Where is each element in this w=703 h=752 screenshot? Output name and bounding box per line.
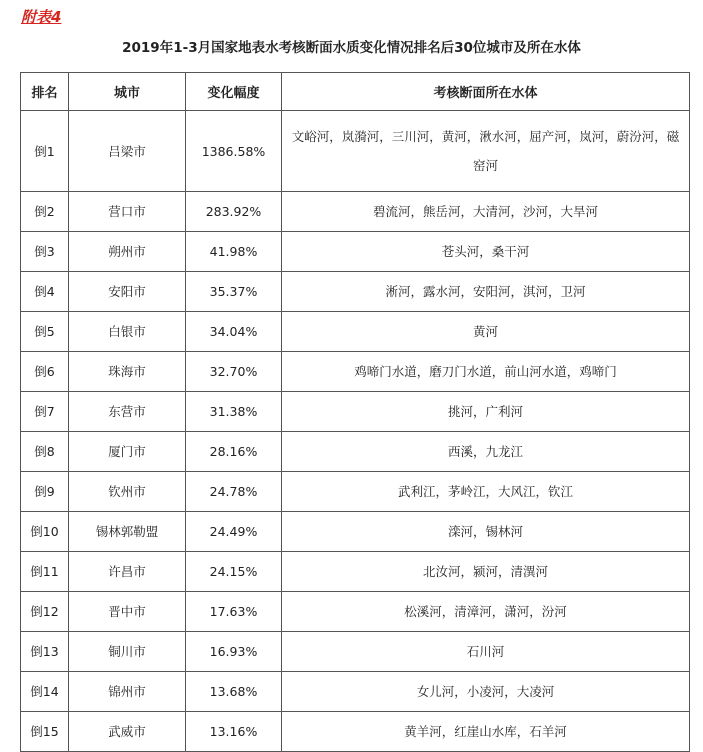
change-cell: 283.92% xyxy=(186,192,282,232)
change-cell: 1386.58% xyxy=(186,111,282,192)
water-body-cell: 女儿河，小凌河，大凌河 xyxy=(282,672,690,712)
rank-cell: 倒1 xyxy=(21,111,69,192)
city-cell: 东营市 xyxy=(69,392,186,432)
rank-cell: 倒9 xyxy=(21,472,69,512)
city-cell: 锡林郭勒盟 xyxy=(69,512,186,552)
table-row xyxy=(21,352,690,392)
table-row xyxy=(21,272,690,312)
rank-cell: 倒12 xyxy=(21,592,69,632)
city-cell: 安阳市 xyxy=(69,272,186,312)
rank-cell: 倒3 xyxy=(21,232,69,272)
rank-cell: 倒4 xyxy=(21,272,69,312)
column-header-city: 城市 xyxy=(69,73,186,111)
water-body-cell: 鸡啼门水道，磨刀门水道，前山河水道，鸡啼门 xyxy=(282,352,690,392)
rank-cell: 倒7 xyxy=(21,392,69,432)
city-cell: 武威市 xyxy=(69,712,186,752)
rank-cell: 倒6 xyxy=(21,352,69,392)
table-row xyxy=(21,592,690,632)
city-cell: 钦州市 xyxy=(69,472,186,512)
change-cell: 34.04% xyxy=(186,312,282,352)
change-cell: 32.70% xyxy=(186,352,282,392)
rank-cell: 倒14 xyxy=(21,672,69,712)
city-cell: 营口市 xyxy=(69,192,186,232)
column-header-change: 变化幅度 xyxy=(186,73,282,111)
change-cell: 24.49% xyxy=(186,512,282,552)
rank-cell: 倒11 xyxy=(21,552,69,592)
table-row xyxy=(21,632,690,672)
city-cell: 厦门市 xyxy=(69,432,186,472)
change-cell: 31.38% xyxy=(186,392,282,432)
rank-cell: 倒13 xyxy=(21,632,69,672)
water-body-cell: 苍头河，桑干河 xyxy=(282,232,690,272)
city-cell: 白银市 xyxy=(69,312,186,352)
change-cell: 28.16% xyxy=(186,432,282,472)
rank-cell: 倒15 xyxy=(21,712,69,752)
water-body-cell: 淅河，露水河，安阳河，淇河，卫河 xyxy=(282,272,690,312)
city-cell: 吕梁市 xyxy=(69,111,186,192)
table-row xyxy=(21,232,690,272)
water-body-cell: 碧流河，熊岳河，大清河，沙河，大旱河 xyxy=(282,192,690,232)
water-body-cell: 文峪河，岚漪河，三川河，黄河，湫水河，屈产河，岚河，蔚汾河，磁窑河 xyxy=(282,111,690,192)
water-body-cell: 北汝河，颍河，清潩河 xyxy=(282,552,690,592)
water-body-cell: 松溪河，清漳河，潇河，汾河 xyxy=(282,592,690,632)
change-cell: 35.37% xyxy=(186,272,282,312)
change-cell: 24.15% xyxy=(186,552,282,592)
table-row xyxy=(21,392,690,432)
change-cell: 13.16% xyxy=(186,712,282,752)
table-row xyxy=(21,712,690,752)
table-row xyxy=(21,512,690,552)
water-body-cell: 挑河，广利河 xyxy=(282,392,690,432)
city-cell: 晋中市 xyxy=(69,592,186,632)
column-header-rank: 排名 xyxy=(21,73,69,111)
water-body-cell: 武利江，茅岭江，大风江，钦江 xyxy=(282,472,690,512)
rank-cell: 倒8 xyxy=(21,432,69,472)
change-cell: 16.93% xyxy=(186,632,282,672)
table-row xyxy=(21,312,690,352)
rank-cell: 倒2 xyxy=(21,192,69,232)
city-cell: 许昌市 xyxy=(69,552,186,592)
table-row xyxy=(21,192,690,232)
change-cell: 17.63% xyxy=(186,592,282,632)
city-cell: 朔州市 xyxy=(69,232,186,272)
appendix-tag: 附表4 xyxy=(21,8,62,26)
city-cell: 铜川市 xyxy=(69,632,186,672)
water-body-cell: 黄羊河，红崖山水库，石羊河 xyxy=(282,712,690,752)
city-cell: 锦州市 xyxy=(69,672,186,712)
change-cell: 24.78% xyxy=(186,472,282,512)
city-cell: 珠海市 xyxy=(69,352,186,392)
table-row xyxy=(21,111,690,192)
table-row xyxy=(21,552,690,592)
change-cell: 41.98% xyxy=(186,232,282,272)
ranking-table xyxy=(20,72,690,752)
rank-cell: 倒10 xyxy=(21,512,69,552)
table-row xyxy=(21,432,690,472)
column-header-water-body: 考核断面所在水体 xyxy=(282,73,690,111)
table-row xyxy=(21,472,690,512)
water-body-cell: 黄河 xyxy=(282,312,690,352)
water-body-cell: 滦河，锡林河 xyxy=(282,512,690,552)
water-body-cell: 石川河 xyxy=(282,632,690,672)
change-cell: 13.68% xyxy=(186,672,282,712)
rank-cell: 倒5 xyxy=(21,312,69,352)
table-row xyxy=(21,672,690,712)
page-title: 2019年1-3月国家地表水考核断面水质变化情况排名后30位城市及所在水体 xyxy=(122,40,581,56)
water-body-cell: 西溪，九龙江 xyxy=(282,432,690,472)
table-header-row xyxy=(21,73,690,111)
